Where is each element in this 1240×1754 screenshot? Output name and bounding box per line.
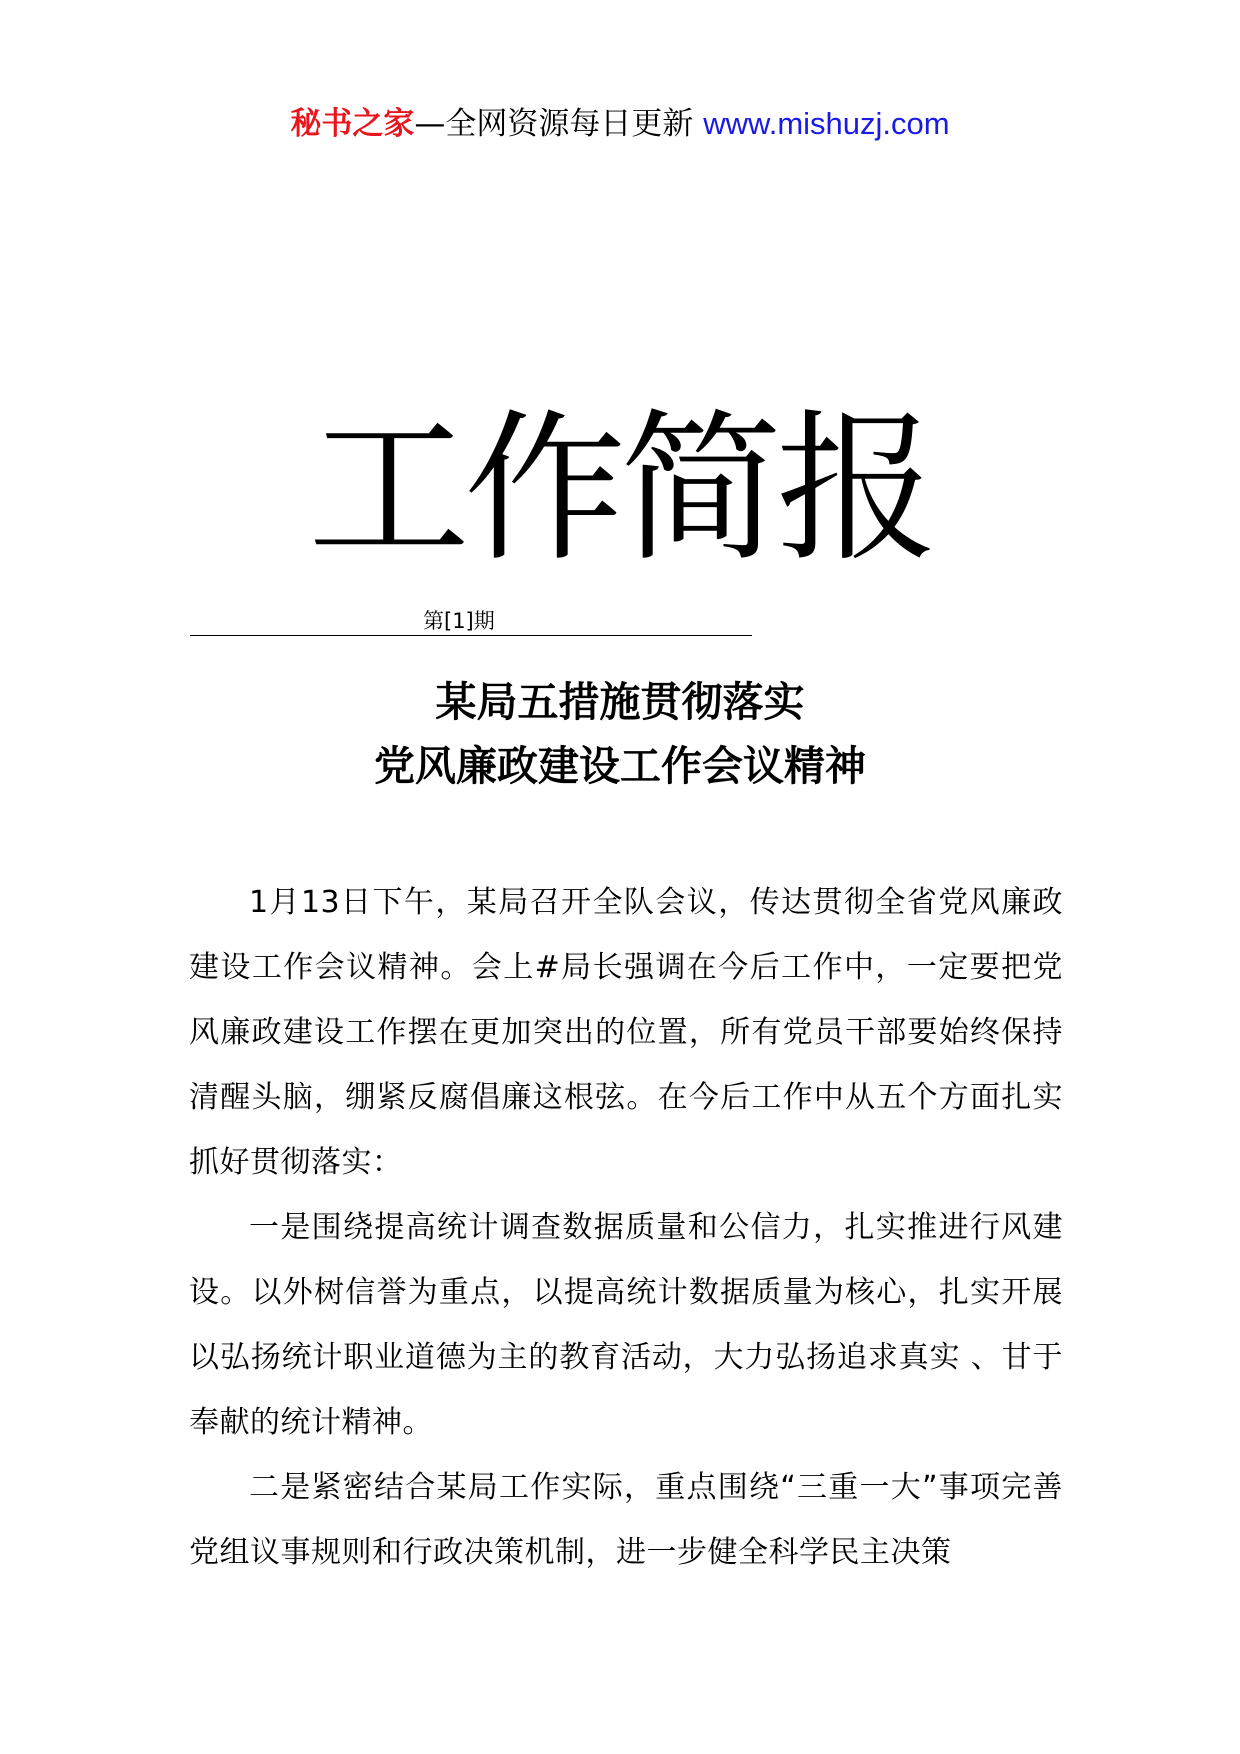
article-body <box>189 870 1063 1585</box>
body-paragraph-1: 1月13日下午，某局召开全队会议，传达贯彻全省党风廉政建设工作会议精神。会上#局长强调在今后工作中，一定要把党风廉政建设工作摆在更加突出的位置，所有党员干部要始终保持清醒头脑，绷紧反腐倡廉这根弦。在今后工作中从五个方面扎实抓好贯彻落实： <box>189 885 1063 1180</box>
site-header <box>0 100 1240 148</box>
document-type-title: 工作简报 <box>308 396 932 584</box>
site-url-link[interactable]: www.mishuzj.com <box>703 106 950 141</box>
issue-rule-line <box>190 605 752 636</box>
brand-name: 秘书之家 <box>290 106 415 142</box>
article-title-line-2: 党风廉政建设工作会议精神 <box>374 742 866 790</box>
issue-number: 第[1]期 <box>423 609 495 633</box>
article-title <box>0 670 1240 798</box>
body-paragraph-2: 一是围绕提高统计调查数据质量和公信力，扎实推进行风建设。以外树信誉为重点，以提高统计数据质量为核心，扎实开展以弘扬统计职业道德为主的教育活动，大力弘扬追求真实 、甘于奉献的统计精神。 <box>189 1210 1063 1440</box>
header-tagline: —全网资源每日更新 <box>414 106 704 142</box>
body-paragraph-3: 二是紧密结合某局工作实际，重点围绕“三重一大”事项完善党组议事规则和行政决策机制，进一步健全科学民主决策 <box>189 1470 1063 1570</box>
article-title-line-1: 某局五措施贯彻落实 <box>435 678 805 726</box>
